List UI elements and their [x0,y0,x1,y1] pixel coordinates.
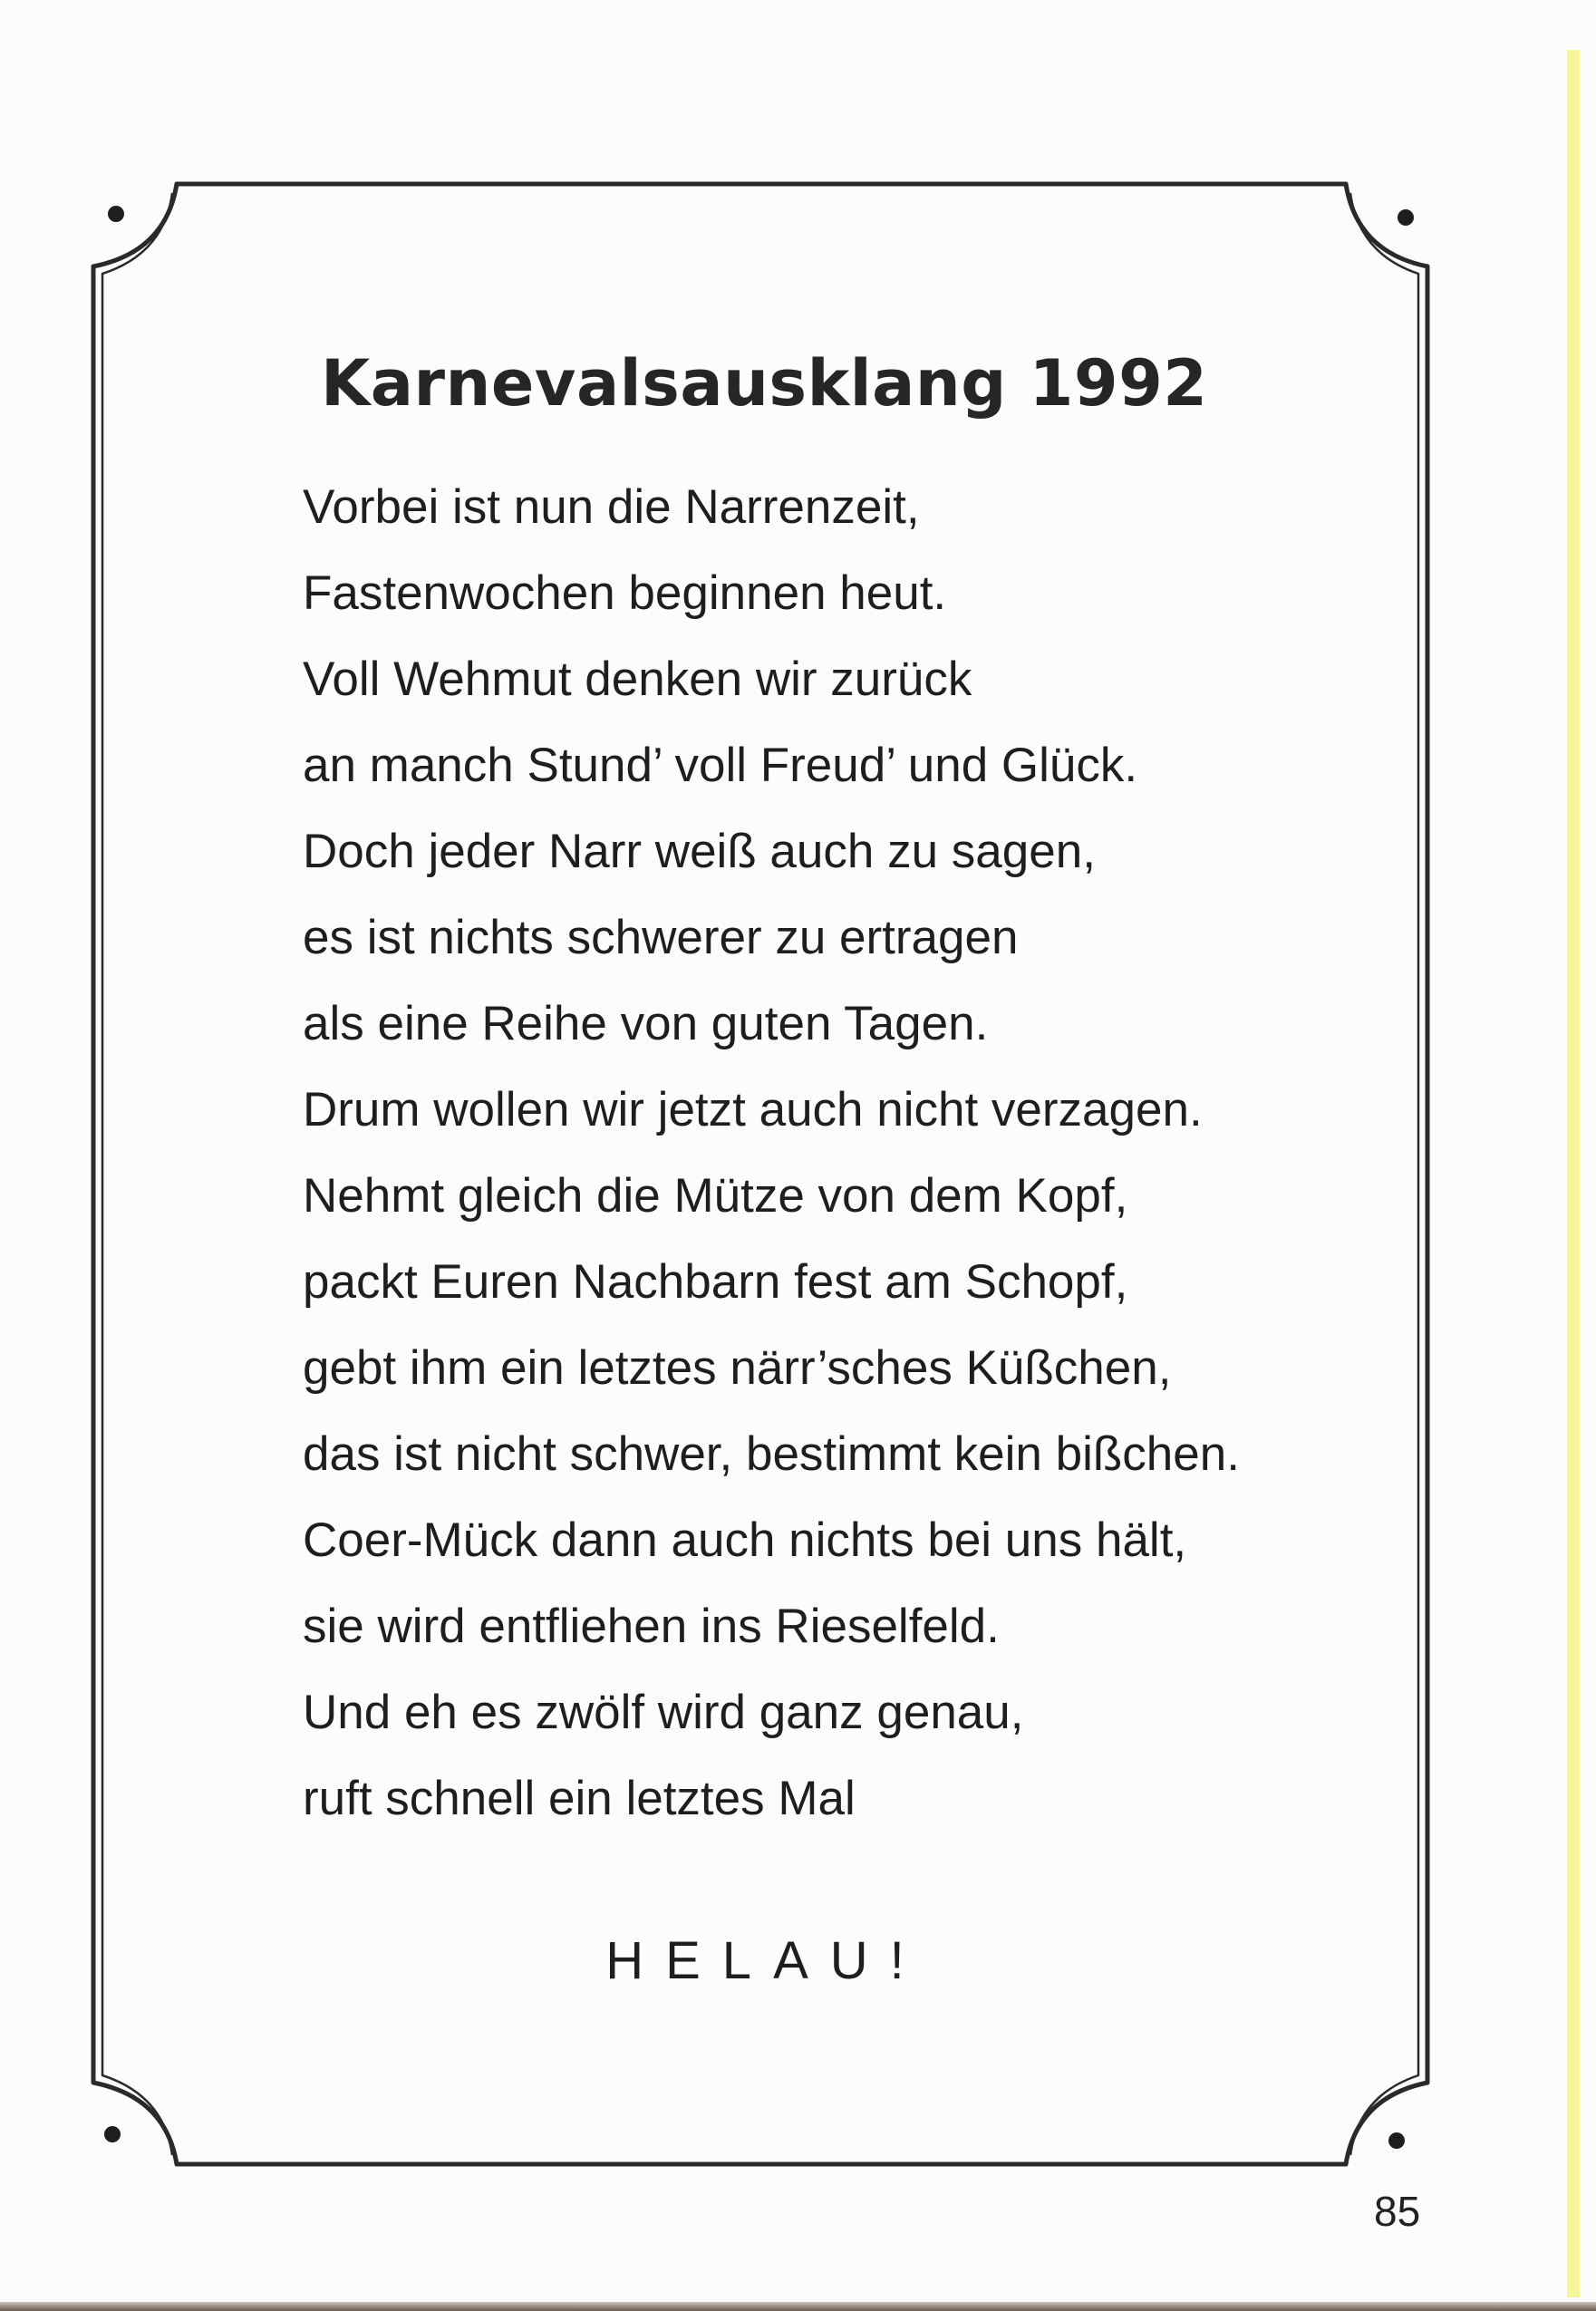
corner-dot-top-left [108,206,124,222]
corner-dot-top-right [1398,209,1414,226]
corner-dot-bottom-right [1388,2132,1405,2149]
poem-line: Vorbei ist nun die Narrenzeit, [303,480,920,534]
poem-body [303,464,1240,1842]
poem-line: Nehmt gleich die Mütze von dem Kopf, [303,1169,1128,1223]
poem-line: packt Euren Nachbarn fest am Schopf, [303,1255,1128,1309]
poem-line: Coer-Mück dann auch nichts bei uns hält, [303,1513,1187,1567]
poem-line: gebt ihm ein letztes närr’sches Küßchen, [303,1341,1172,1395]
poem-line: Fastenwochen beginnen heut. [303,566,947,620]
poem-line: ruft schnell ein letztes Mal [303,1772,856,1825]
closing-exclamation: HELAU! [605,1931,926,1990]
poem-line: es ist nichts schwerer zu ertragen [303,911,1019,964]
corner-dot-bottom-left [104,2126,121,2142]
poem-line: Voll Wehmut denken wir zurück [303,653,972,706]
poem-line: das ist nicht schwer, bestimmt kein bißchen. [303,1427,1240,1481]
poem-title: Karnevalsausklang 1992 [321,346,1208,421]
poem-line: an manch Stund’ voll Freud’ und Glück. [303,739,1138,792]
poem-line: als eine Reihe von guten Tagen. [303,997,989,1050]
poem-line: Und eh es zwölf wird ganz genau, [303,1686,1024,1739]
poem-line: Drum wollen wir jetzt auch nicht verzagen. [303,1083,1203,1136]
poem-line: Doch jeder Narr weiß auch zu sagen, [303,825,1096,878]
page-number: 85 [1374,2188,1421,2235]
poem-line: sie wird entfliehen ins Rieselfeld. [303,1600,1000,1653]
